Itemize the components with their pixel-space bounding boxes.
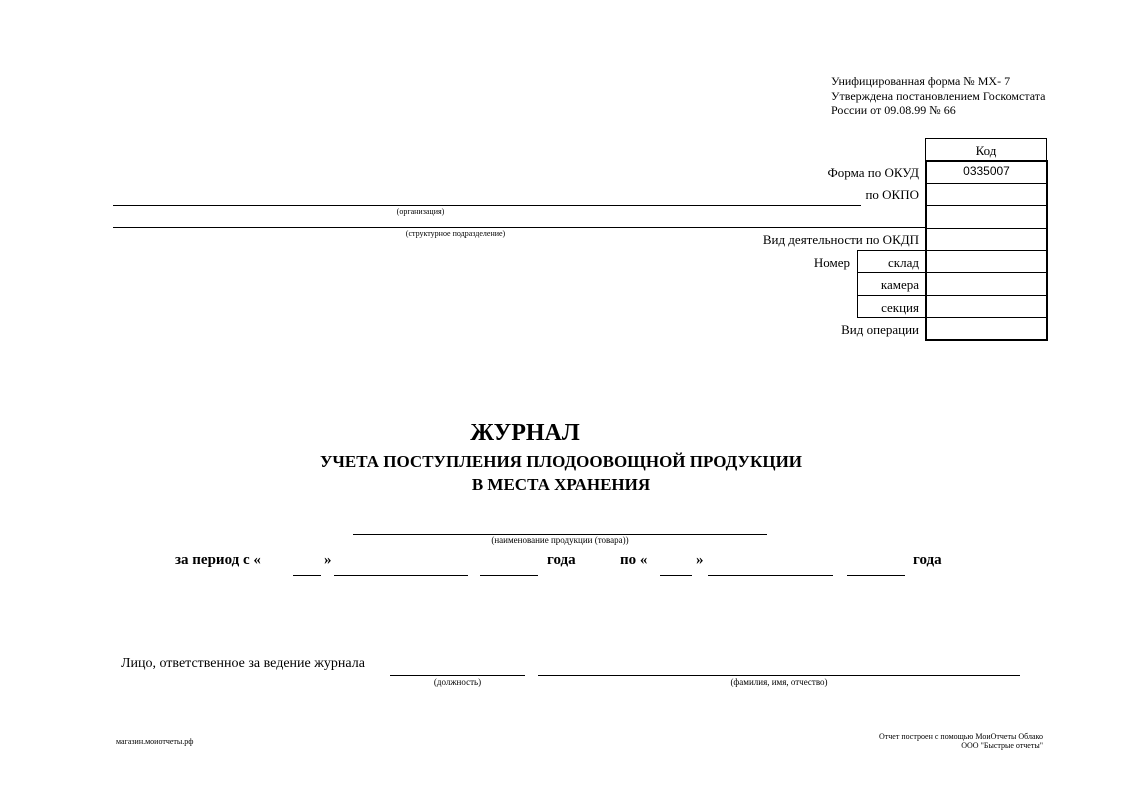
footer-generator-text bbox=[879, 732, 1043, 750]
period-to-label: по « bbox=[620, 552, 648, 568]
warehouse-label: склад bbox=[888, 255, 919, 270]
code-row-divider bbox=[925, 272, 1048, 273]
period-to-close-quote: » bbox=[696, 552, 704, 568]
section-label: секция bbox=[881, 300, 919, 315]
code-header-cell bbox=[925, 138, 1047, 161]
period-to-year-line[interactable] bbox=[847, 575, 905, 576]
approval-date-text: России от 09.08.99 № 66 bbox=[831, 103, 956, 117]
responsible-position-caption: (должность) bbox=[433, 677, 482, 687]
footer-generator-line: Отчет построен с помощью МоиОтчеты Облако bbox=[878, 732, 1043, 741]
code-row-divider bbox=[925, 295, 1048, 296]
code-header-label: Код bbox=[975, 143, 997, 158]
product-name-caption: (наименование продукции (товара)) bbox=[491, 535, 629, 545]
journal-subtitle-1: УЧЕТА ПОСТУПЛЕНИЯ ПЛОДООВОЩНОЙ ПРОДУКЦИИ bbox=[319, 452, 803, 471]
responsible-position-line[interactable] bbox=[390, 675, 525, 676]
okud-label: Форма по ОКУД bbox=[827, 165, 919, 180]
code-row-divider bbox=[925, 228, 1048, 229]
period-from-year-line[interactable] bbox=[480, 575, 538, 576]
code-row-divider bbox=[925, 317, 1048, 318]
responsible-name-caption: (фамилия, имя, отчество) bbox=[730, 677, 828, 687]
form-approval-header bbox=[831, 74, 1045, 118]
responsible-person-label: Лицо, ответственное за ведение журнала bbox=[121, 656, 365, 671]
period-from-day-line[interactable] bbox=[293, 575, 321, 576]
number-row-divider bbox=[857, 295, 926, 296]
code-row-divider bbox=[925, 183, 1048, 184]
responsible-name-line[interactable] bbox=[538, 675, 1020, 676]
organization-caption: (организация) bbox=[396, 207, 445, 216]
period-from-label: за период с « bbox=[175, 552, 261, 568]
period-to-month-line[interactable] bbox=[708, 575, 833, 576]
form-number-text: Унифицированная форма № МХ- 7 bbox=[831, 74, 1011, 88]
period-from-close-quote: » bbox=[324, 552, 332, 568]
number-label: Номер bbox=[813, 255, 850, 270]
subdivision-caption: (структурное подразделение) bbox=[405, 229, 506, 238]
footer-site-link[interactable]: магазин.моиотчеты.рф bbox=[116, 737, 194, 746]
journal-title: ЖУРНАЛ bbox=[470, 420, 580, 446]
operation-type-label: Вид операции bbox=[841, 322, 919, 337]
code-row-divider bbox=[925, 250, 1048, 251]
approval-text: Утверждена постановлением Госкомстата bbox=[831, 88, 1046, 103]
period-from-year-label: года bbox=[547, 552, 576, 568]
period-to-day-line[interactable] bbox=[660, 575, 692, 576]
period-from-month-line[interactable] bbox=[334, 575, 468, 576]
chamber-label: камера bbox=[880, 277, 919, 292]
okud-code-value[interactable]: 0335007 bbox=[963, 164, 1010, 178]
okpo-label: по ОКПО bbox=[865, 187, 919, 202]
organization-line[interactable] bbox=[113, 205, 861, 206]
okdp-label: Вид деятельности по ОКДП bbox=[762, 232, 919, 247]
code-row-divider bbox=[925, 205, 1048, 206]
subdivision-line[interactable] bbox=[113, 227, 925, 228]
footer-company-line: ООО "Быстрые отчеты" bbox=[961, 741, 1043, 750]
period-to-year-label: года bbox=[913, 552, 942, 568]
journal-subtitle-2: В МЕСТА ХРАНЕНИЯ bbox=[471, 475, 651, 494]
number-row-divider bbox=[857, 272, 926, 273]
